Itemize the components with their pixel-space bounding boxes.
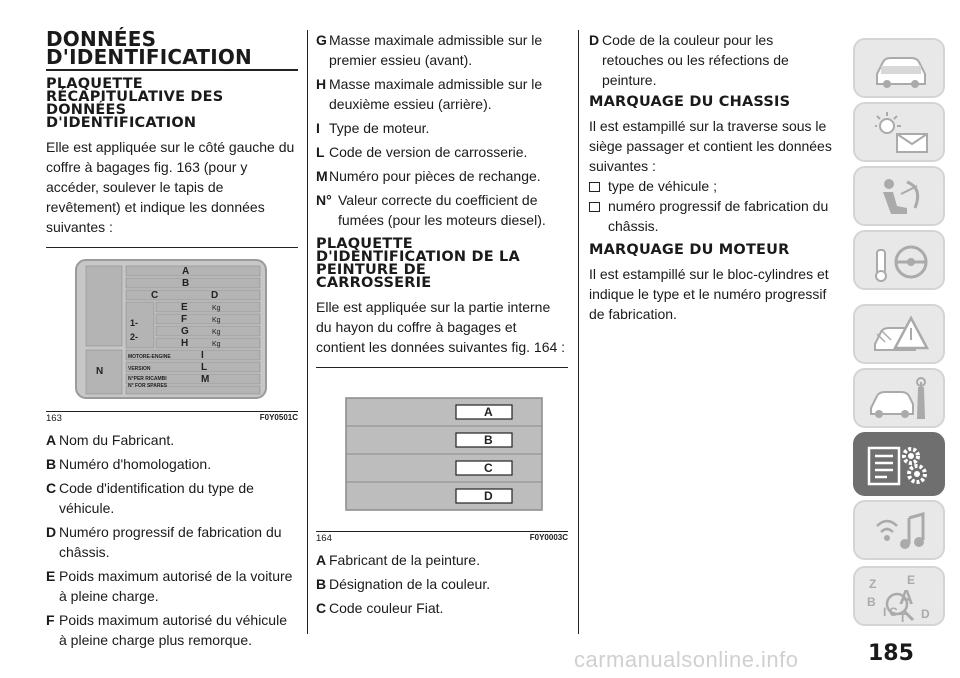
figure-163 <box>46 247 298 424</box>
plate-kg: Kg <box>212 304 221 312</box>
index-icon <box>863 572 939 622</box>
plate-row-1: 1- <box>130 317 139 328</box>
plate-ricambi-2: N° FOR SPARES <box>128 382 168 389</box>
plate-label-f: F <box>181 313 188 325</box>
item-key: A <box>46 431 57 448</box>
item-text: Code de la couleur pour les retouches ou les réfections de peinture. <box>602 32 789 88</box>
list-item <box>589 30 837 90</box>
item-text: Nom du Fabricant. <box>59 431 175 448</box>
plate-label-c: C <box>151 289 159 301</box>
column-1 <box>46 27 298 654</box>
tab-emergency[interactable] <box>853 304 945 364</box>
figure-number: 163 <box>46 412 62 424</box>
tab-index[interactable] <box>853 566 945 626</box>
plate-label-i: I <box>201 349 204 361</box>
plate-label-l: L <box>201 361 208 373</box>
plate-label-b: B <box>182 277 190 289</box>
plate-legend <box>46 430 298 650</box>
tab-multimedia[interactable] <box>853 500 945 560</box>
figure-caption <box>316 533 568 544</box>
tab-starting-driving[interactable] <box>853 230 945 290</box>
chassis-intro: Il est estampillé sur la traverse sous le siège passager et contient les données suivantes : <box>589 118 832 174</box>
list-item <box>316 166 568 186</box>
paint-label-a: A <box>484 405 493 419</box>
plate-ricambi-1: N°PER RICAMBI <box>128 375 167 382</box>
column-2 <box>316 30 568 622</box>
index-letter: A <box>899 587 914 609</box>
heading-line: DONNÉES <box>46 101 127 118</box>
page-title <box>46 27 298 69</box>
breakdown-icon <box>863 310 939 360</box>
list-item <box>46 454 298 474</box>
heading-line: D'IDENTIFICATION DE LA <box>316 249 520 265</box>
item-key: N° <box>316 192 332 208</box>
item-text: Masse maximale admissible sur le premier essieu (avant). <box>329 32 543 68</box>
plate-kg: Kg <box>212 328 221 336</box>
car-dashboard-icon <box>863 44 939 94</box>
figure-number: 164 <box>316 533 332 544</box>
item-key: I <box>316 120 320 136</box>
item-text: Fabricant de la peinture. <box>329 552 480 568</box>
plate-kg: Kg <box>212 316 221 324</box>
list-item <box>46 566 298 606</box>
item-key: M <box>316 168 328 184</box>
list-item <box>316 550 568 570</box>
item-text: Type de moteur. <box>329 120 430 136</box>
list-item <box>589 196 837 236</box>
tab-warning-lights[interactable] <box>853 102 945 162</box>
list-item <box>46 478 298 518</box>
tab-safety[interactable] <box>853 166 945 226</box>
maintenance-icon <box>863 374 939 424</box>
column-3 <box>589 30 837 324</box>
item-key: D <box>589 32 600 48</box>
plate-label-a: A <box>182 265 190 277</box>
plate-label-m: M <box>201 373 210 385</box>
paint-label-c: C <box>484 461 493 475</box>
list-item <box>316 190 568 230</box>
heading-line: CARROSSERIE <box>316 275 432 291</box>
item-key: L <box>316 144 325 160</box>
item-text: Masse maximale admissible sur le deuxième essieu (arrière). <box>329 76 543 112</box>
identification-plate-illustration <box>46 248 298 406</box>
watermark: carmanualsonline.info <box>574 647 799 672</box>
list-item <box>46 610 298 650</box>
index-letter: Z <box>869 577 877 591</box>
technical-data-icon <box>863 438 939 492</box>
paint-plate-illustration <box>316 368 568 526</box>
item-text: Code de version de carrosserie. <box>329 144 528 160</box>
engine-text: Il est estampillé sur le bloc-cylindres et indique le type et le numéro progressif de fabrication. <box>589 266 829 322</box>
plate-intro: Elle est appliquée sur le côté gauche du coffre à bagages fig. 163 (pour y accéder, soulever le tapis de revêtement) et indique les données suivantes : <box>46 138 295 235</box>
plate-legend-continued <box>316 30 568 230</box>
plate-kg: Kg <box>212 340 221 348</box>
heading-line: PLAQUETTE <box>46 75 143 92</box>
multimedia-icon <box>863 506 939 556</box>
section-heading-chassis: MARQUAGE DU CHASSIS <box>589 94 791 110</box>
item-text: Valeur correcte du coefficient de fumées (pour les moteurs diesel). <box>338 192 546 228</box>
tab-dashboard[interactable] <box>853 38 945 98</box>
title-divider <box>46 69 298 71</box>
list-item <box>589 176 837 196</box>
item-key: B <box>46 455 57 472</box>
index-letter: D <box>921 607 930 621</box>
checkbox-bullet-icon <box>589 182 600 192</box>
plate-label-d: D <box>211 289 219 301</box>
index-letter: B <box>867 595 876 609</box>
item-key: H <box>316 76 327 92</box>
list-item <box>316 30 568 70</box>
plate-label-n: N <box>96 365 104 377</box>
warning-lights-icon <box>863 108 939 158</box>
item-key: D <box>46 523 57 540</box>
figure-rule <box>316 531 568 532</box>
heading-line: PLAQUETTE <box>316 236 413 252</box>
index-letter: C <box>889 605 898 619</box>
figure-rule <box>46 411 298 412</box>
item-key: C <box>316 600 327 616</box>
item-text: Code couleur Fiat. <box>329 600 444 616</box>
heading-line: RÉCAPITULATIVE DES <box>46 88 224 105</box>
list-item <box>316 142 568 162</box>
tab-technical-data[interactable] <box>853 432 945 496</box>
plate-row-2: 2- <box>130 331 139 342</box>
item-key: B <box>316 576 327 592</box>
index-letter: I <box>883 605 887 619</box>
index-letter: E <box>907 573 916 587</box>
section-heading-paint <box>316 238 568 290</box>
key-steering-icon <box>863 236 939 286</box>
list-item <box>316 598 568 618</box>
bullet-text: type de véhicule ; <box>608 178 717 194</box>
figure-code: F0Y0501C <box>259 412 298 422</box>
item-text: Numéro progressif de fabrication du châssis. <box>59 523 282 560</box>
list-item <box>46 430 298 450</box>
paint-legend <box>316 550 568 618</box>
heading-line: PEINTURE DE <box>316 262 426 278</box>
item-key: G <box>316 32 327 48</box>
list-item <box>316 574 568 594</box>
item-text: Poids maximum autorisé de la voiture à pleine charge. <box>59 567 293 604</box>
plate-versione: VERSION <box>128 365 151 372</box>
bullet-text: numéro progressif de fabrication du châssis. <box>608 198 829 234</box>
item-key: C <box>46 479 57 496</box>
item-text: Désignation de la couleur. <box>329 576 491 592</box>
heading-line: D'IDENTIFICATION <box>46 114 197 131</box>
section-heading-plate <box>46 75 298 131</box>
safety-airbag-icon <box>863 172 939 222</box>
index-letter: T <box>899 611 907 622</box>
checkbox-bullet-icon <box>589 202 600 212</box>
figure-caption <box>46 413 298 424</box>
paint-label-d: D <box>484 489 493 503</box>
plate-label-e: E <box>181 301 188 313</box>
title-line-2: D'IDENTIFICATION <box>46 45 252 69</box>
paint-intro: Elle est appliquée sur la partie interne du hayon du coffre à bagages et contient les données suivantes fig. 164 : <box>316 299 566 355</box>
figure-164 <box>316 367 568 544</box>
item-text: Code d'identification du type de véhicule. <box>59 479 254 516</box>
plate-label-g: G <box>181 325 189 337</box>
paint-label-b: B <box>484 433 493 447</box>
title-line-1: DONNÉES <box>46 27 157 51</box>
page-number: 185 <box>868 641 914 666</box>
item-key: F <box>46 611 55 628</box>
item-text: Numéro pour pièces de rechange. <box>329 168 541 184</box>
plate-label-h: H <box>181 337 189 349</box>
item-text: Poids maximum autorisé du véhicule à pleine charge plus remorque. <box>59 611 287 648</box>
item-text: Numéro d'homologation. <box>59 455 212 472</box>
item-key: A <box>316 552 327 568</box>
column-divider <box>578 30 579 634</box>
list-item <box>316 74 568 114</box>
column-divider <box>307 30 308 634</box>
plate-motore: MOTORE-ENGINE <box>128 353 171 360</box>
figure-code: F0Y0003C <box>529 533 568 542</box>
item-key: E <box>46 567 56 584</box>
list-item <box>316 118 568 138</box>
section-heading-engine: MARQUAGE DU MOTEUR <box>589 242 790 258</box>
tab-maintenance[interactable] <box>853 368 945 428</box>
list-item <box>46 522 298 562</box>
